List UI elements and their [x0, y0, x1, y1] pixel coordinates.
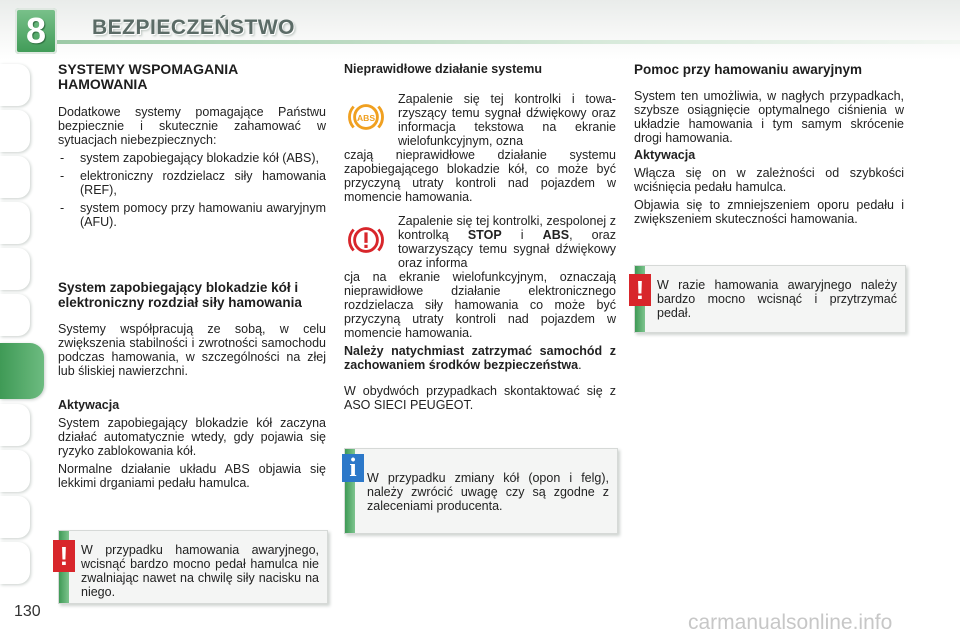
column-left — [58, 62, 326, 490]
brake-warning-lamp-icon — [347, 221, 385, 259]
page-number: 130 — [14, 603, 41, 620]
section-title-malfunction: Nieprawidłowe działanie systemu — [344, 62, 542, 76]
section-title-abs: System zapobiegający blokadzie kół i elektroniczny rozdział siły hamowania — [58, 280, 302, 310]
activation-heading: Aktywacja — [58, 398, 120, 412]
emergency-paragraph: System ten umożliwia, w nagłych przypadkach, szybsze osiągnięcie optymalnego ciśnienia w układzie hamowania i tym samym skrócenie drogi hamowania. — [634, 89, 904, 145]
activation-paragraph: System zapobiegający blokadzie kół zaczyna działać automatycznie wtedy, gdy pojawia się ryzyko zablokowania kół. — [58, 416, 326, 458]
effect-paragraph: Objawia się to zmniejszeniem oporu pedału i zwiększeniem skuteczności hamowania. — [634, 198, 904, 226]
info-icon: i — [342, 454, 364, 482]
chapter-tab-active[interactable] — [0, 343, 44, 399]
stop-lamp-side-text — [398, 214, 616, 270]
chapter-tab-5[interactable] — [0, 248, 30, 290]
section-title-emergency-braking: Pomoc przy hamowaniu awaryjnym — [634, 62, 863, 77]
watermark: carmanualsonline.info — [688, 611, 893, 634]
note-text: W przypadku hamowania awaryjnego, wcisnąć bardzo mocno pedał hamulca nie zwalniając nawet na chwilę siły nacisku na niego. — [81, 543, 319, 599]
column-right — [634, 62, 904, 226]
chapter-tab-8[interactable] — [0, 404, 30, 446]
list-item: - system pomocy przy hamowaniu awaryjnym (AFU). — [58, 201, 326, 229]
service-paragraph: W obydwóch przypadkach skontaktować się z ASO SIECI PEUGEOT. — [344, 384, 616, 412]
abs-lamp-full-text — [344, 148, 616, 204]
list-item: - elektroniczny rozdzielacz siły hamowania (REF), — [58, 169, 326, 197]
list-item: - system zapobiegający blokadzie kół (ABS), — [58, 151, 326, 165]
abs-lamp-text-b: czają nieprawidłowe działanie systemu zapobiegającego blokadzie kół, co może być przyczyną utraty kontroli nad pojazdem w momencie hamowania. — [344, 148, 616, 204]
chapter-tab-1[interactable] — [0, 64, 30, 106]
stop-lamp-text-a: Zapalenie się tej kontrolki, zespolonej z kontrolką STOP i ABS, oraz towarzyszący temu sygnał dźwiękowy oraz informa — [398, 214, 616, 270]
page-title: BEZPIECZEŃSTWO — [92, 16, 296, 39]
stop-word: STOP — [467, 228, 502, 242]
warning-note-right — [634, 265, 906, 333]
chapter-number: 8 — [25, 10, 47, 51]
abs-lamp-label: ABS — [356, 112, 376, 123]
info-note-middle — [344, 448, 618, 534]
warning-icon: ! — [53, 540, 75, 572]
chapter-tab-6[interactable] — [0, 294, 30, 336]
warning-note-left — [58, 530, 328, 604]
chapter-tab-10[interactable] — [0, 496, 30, 538]
activation-paragraph: Włącza się on w zależności od szybkości wciśnięcia pedału hamulca. — [634, 166, 904, 194]
abs-paragraph: Systemy współpracują ze sobą, w celu zwiększenia stabilności i zwrotności samochodu podczas hamowania, w szczególności na złej lub śliskiej nawierzchni. — [58, 322, 326, 378]
stop-now-paragraph: Należy natychmiast zatrzymać samochód z zachowaniem środków bezpieczeństwa. — [344, 344, 616, 372]
column-middle — [344, 62, 616, 76]
warning-icon: ! — [629, 274, 651, 306]
abs-lamp-text-a: Zapalenie się tej kontrolki i towarzyszący temu sygnał dźwiękowy oraz informacja tekstowa na ekranie wielofunkcyjnym, ozna — [398, 92, 616, 148]
stop-lamp-text-b: cja na ekranie wielofunkcyjnym, oznaczają nieprawidłowe działanie elektronicznego rozdzielacza siły hamowania co może być przyczyną utraty kontroli nad pojazdem w momencie hamowania. — [344, 270, 616, 340]
chapter-tab-2[interactable] — [0, 110, 30, 152]
chapter-tab-9[interactable] — [0, 450, 30, 492]
header-rule — [54, 40, 960, 44]
note-text: W przypadku zmiany kół (opon i felg), należy zwrócić uwagę czy są zgodne z zaleceniami producenta. — [367, 471, 609, 513]
chapter-badge — [15, 8, 57, 54]
chapter-tab-3[interactable] — [0, 156, 30, 198]
abs-word: ABS — [542, 228, 570, 242]
activation-heading: Aktywacja — [634, 148, 696, 162]
chapter-tab-11[interactable] — [0, 542, 30, 584]
section-title-braking-systems: SYSTEMY WSPOMAGANIA HAMOWANIA — [58, 61, 238, 92]
stop-lamp-full-text — [344, 270, 616, 412]
intro-paragraph: Dodatkowe systemy pomagające Państwu bezpiecznie i skutecznie zahamować w sytuacjach niebezpiecznych: — [58, 105, 326, 147]
abs-normal-paragraph: Normalne działanie układu ABS objawia się lekkimi drganiami pedału hamulca. — [58, 462, 326, 490]
abs-lamp-side-text — [398, 92, 616, 148]
note-text: W razie hamowania awaryjnego należy bardzo mocno wcisnąć i przytrzymać pedał. — [657, 278, 897, 320]
abs-warning-lamp-icon — [347, 98, 385, 136]
chapter-tab-4[interactable] — [0, 202, 30, 244]
